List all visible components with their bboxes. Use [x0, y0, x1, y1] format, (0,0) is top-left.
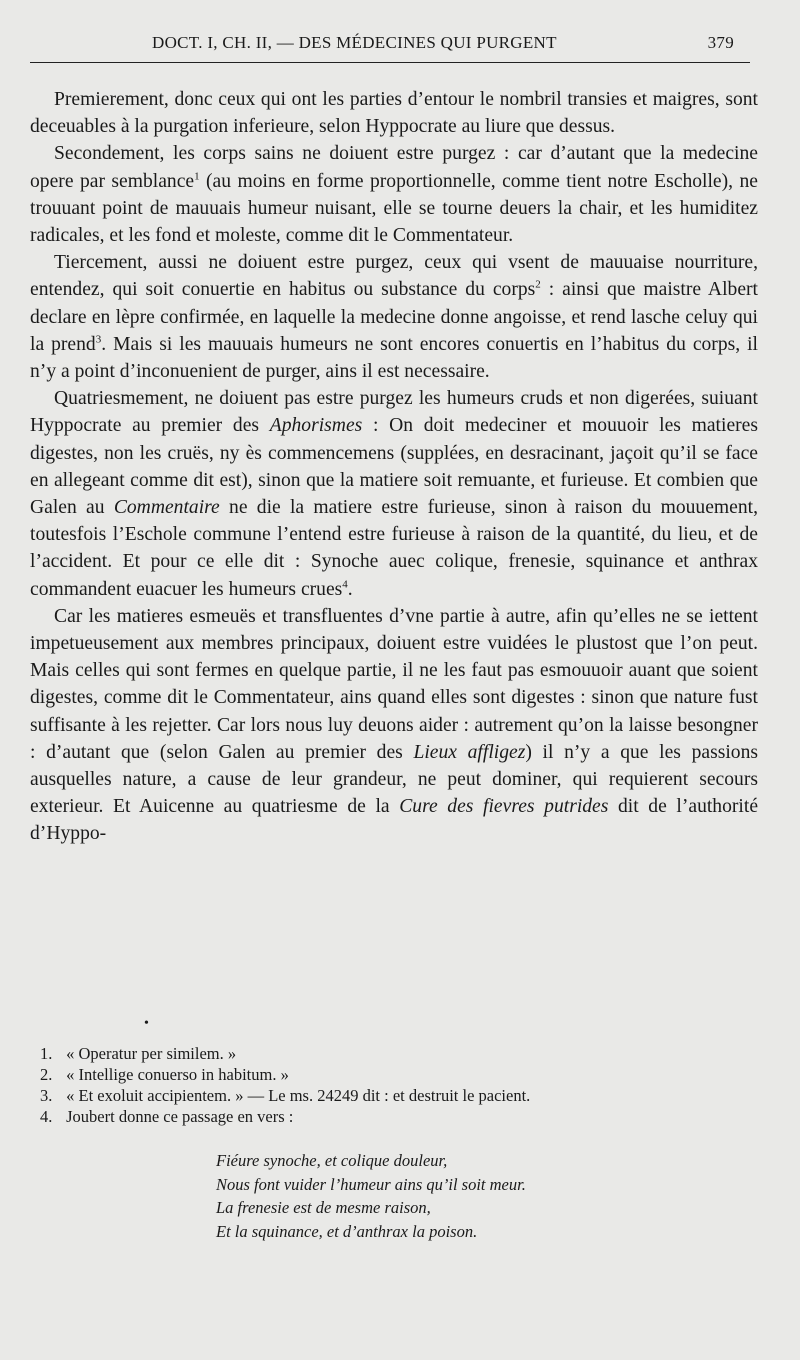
- running-title: DOCT. I, CH. II, — DES MÉDECINES QUI PURGENT: [152, 33, 557, 52]
- verse-line: Et la squinance, et d’anthrax la poison.: [216, 1221, 478, 1241]
- page-number: 379: [707, 33, 734, 52]
- text-run: (au moins en forme proportionnelle, comme tient notre Escholle), ne trouuant point de mauuais humeur nuisant, elle se tourne deuers la chair, et les humiditez radicales, et les fond et moleste, comme dit le Commentateur.: [30, 170, 758, 247]
- italic-title: Aphorismes: [269, 415, 363, 437]
- footnote-ref: 1: [194, 170, 200, 183]
- verse-line: Nous font vuider l’humeur ains qu’il soit meur.: [216, 1174, 526, 1194]
- footnotes: [40, 1043, 752, 1127]
- main-text: [30, 86, 758, 848]
- paragraph: [30, 140, 758, 249]
- verse-line: La frenesie est de mesme raison,: [216, 1198, 431, 1218]
- text-run: Car les matieres esmeuës et transfluentes d’vne partie à autre, afin qu’elles ne se iettent impetueusement aux membres principaux, doiuent estre vuidées le plustost que l’on peut. Mais celles qui sont fermes en quelque partie, il ne les faut pas esmouuoir auant que soient digestes, comme dit le Commentateur, ains quand elles sont digestes : sinon que nature fust suffisante à les rejetter. Car lors nous luy deuons aider : autrement qu’on la laisse besongner : d’autant que (selon Galen au premier des: [30, 605, 758, 763]
- text-run: Premierement, donc ceux qui ont les parties d’entour le nombril transies et maigres, sont deceuables à la purgation inferieure, selon Hyppocrate au liure que dessus.: [30, 89, 758, 138]
- footnote-number: 2.: [40, 1065, 53, 1084]
- verse-line: Fiéure synoche, et colique douleur,: [216, 1151, 448, 1170]
- footnote: [40, 1085, 752, 1106]
- footnote: [40, 1043, 752, 1064]
- footnote: [40, 1106, 752, 1127]
- footnote-number: 4.: [40, 1107, 53, 1126]
- footnote-number: 3.: [40, 1086, 53, 1105]
- paragraph: [30, 86, 758, 140]
- text-run: Tiercement, aussi ne doiuent estre purgez, ceux qui vsent de mauuaise nourriture, entendez, qui soit conuertie en habitus ou substance du corps: [30, 252, 758, 301]
- text-run: .: [347, 578, 353, 600]
- text-run: dit de l’authorité d’Hyppo-: [30, 796, 759, 845]
- footnote-verse: [216, 1149, 526, 1243]
- paragraph: [30, 603, 758, 848]
- footnote-text: « Operatur per similem. »: [62, 1044, 237, 1063]
- footnote-text: « Et exoluit accipientem. » — Le ms. 24249 dit : et destruit le pacient.: [62, 1086, 531, 1105]
- text-run: : On doit medeciner et mouuoir les matieres digestes, non les cruës, ny ès commencemens (supplées, en desracinant, jaçoit qu’il se face en allegeant comme dit est), sinon que la matiere soit remuante, et furieuse. Et combien que Galen au: [30, 415, 758, 519]
- text-run: : ainsi que maistre Albert declare en lèpre confirmée, en laquelle la medecine donne angoisse, et rend lasche celuy qui la prend: [30, 279, 758, 355]
- footnote: [40, 1064, 752, 1085]
- text-run: ) il n’y a que les passions ausquelles nature, a cause de leur grandeur, ne peut dominer, qui requierent secours exterieur. Et Auicenne au quatriesme de la: [30, 741, 758, 818]
- footnote-number: 1.: [40, 1044, 53, 1063]
- paragraph: [30, 385, 758, 603]
- text-run: Quatriesmement, ne doiuent pas estre purgez les humeurs cruds et non digerées, suiuant Hyppocrate au premier des: [30, 388, 758, 437]
- running-header: [30, 30, 750, 63]
- paragraph: [30, 249, 758, 385]
- footnote-text: « Intellige conuerso in habitum. »: [62, 1065, 289, 1084]
- italic-title: Lieux affligez: [413, 741, 526, 763]
- text-run: Secondement, les corps sains ne doiuent estre purgez : car d’autant que la medecine opere par semblance: [30, 143, 758, 192]
- footnote-text: Joubert donne ce passage en vers :: [62, 1107, 294, 1126]
- footnote-ref: 2: [535, 278, 541, 291]
- separator-mark: •: [144, 1016, 149, 1031]
- text-run: . Mais si les mauuais humeurs ne sont encores conuertis en l’habitus du corps, il n’y a point d’inconuenient de purger, ains il est necessaire.: [30, 333, 759, 383]
- footnote-ref: 3: [95, 333, 102, 346]
- text-run: ne die la matiere estre furieuse, sinon à raison du mouuement, toutesfois l’Eschole commune l’entend estre furieuse à raison de la quantité, du lieu, et de l’accident. Et pour ce elle dit : Synoche auec colique, frenesie, squinance et anthrax commandent euacuer les humeurs crues: [30, 497, 758, 600]
- italic-title: Cure des fievres putrides: [399, 796, 609, 818]
- italic-title: Commentaire: [113, 497, 220, 519]
- footnote-ref: 4: [342, 578, 348, 591]
